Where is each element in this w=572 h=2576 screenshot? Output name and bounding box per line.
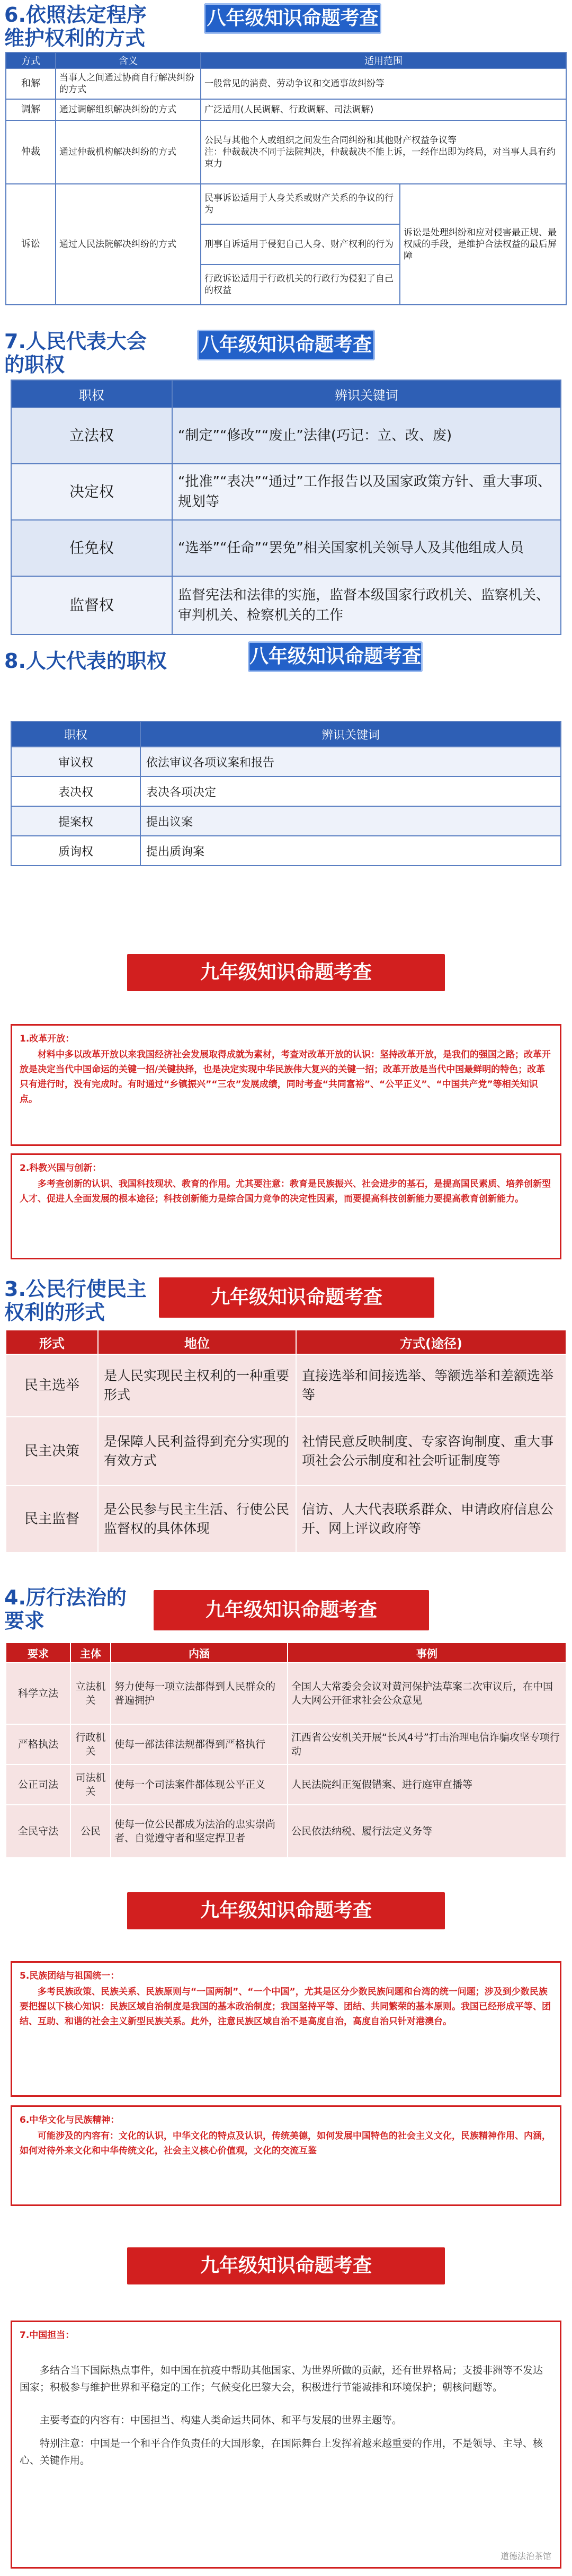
header-cell: 方式 <box>6 52 56 68</box>
title-line: 7.人民代表大会 <box>4 330 147 353</box>
meaning-cell: 使每一位公民都成为法治的忠实崇尚者、自觉遵守者和坚定捍卫者 <box>111 1805 288 1858</box>
method-cell: 社情民意反映制度、专家咨询制度、重大事项社会公示制度和社会听证制度等 <box>296 1417 566 1486</box>
section-6-title <box>4 3 147 50</box>
note-label: 6.中华文化与民族精神： <box>20 2115 120 2125</box>
section-badge: 八年级知识命题考查 <box>197 330 375 360</box>
form-cell: 民主监督 <box>6 1486 98 1552</box>
example-cell: 江西省公安机关开展“长风4号”打击治理电信诈骗攻坚专项行动 <box>288 1724 566 1765</box>
scope-cell: 广泛适用(人民调解、行政调解、司法调解) <box>201 99 566 120</box>
section-8-title: 8.人大代表的职权 <box>4 649 167 673</box>
header-cell: 事例 <box>288 1643 566 1663</box>
power-cell: 提案权 <box>11 806 140 836</box>
header-cell: 职权 <box>11 721 140 747</box>
status-cell: 是人民实现民主权利的一种重要形式 <box>98 1354 296 1417</box>
section-3-title <box>4 1277 147 1324</box>
unity-note-box <box>11 1961 561 2097</box>
requirement-cell: 全民守法 <box>6 1805 70 1858</box>
keyword-cell: “制定”“修改”“废止”法律(巧记：立、改、废) <box>172 408 561 464</box>
meaning-cell: 通过人民法院解决纠纷的方式 <box>56 184 201 305</box>
section-4-title <box>4 1586 127 1633</box>
power-cell: 立法权 <box>11 408 172 464</box>
header-cell: 主体 <box>70 1643 111 1663</box>
power-cell: 决定权 <box>11 464 172 520</box>
title-line: 4.厉行法治的 <box>4 1586 127 1609</box>
header-cell: 要求 <box>6 1643 70 1663</box>
note-text: 多考查创新的认识、我国科技现状、教育的作用。尤其要注意：教育是民族振兴、社会进步的基石，是提高国民素质、培养创新型人才、促进人全面发展的根本途径；科技创新能力是综合国力竞争的决定性因素，而要提高科技创新能力要提高教育创新能力。 <box>20 1179 551 1204</box>
note-label: 1.改革开放： <box>20 1034 75 1044</box>
note-text: 特别注意：中国是一个和平合作负责任的大国形象，在国际舞台上发挥着越来越重要的作用，不是领导、主导、核心、关键作用。 <box>20 2438 543 2466</box>
scope-cell: 公民与其他个人或组织之间发生合同纠纷和其他财产权益争议等 注：仲裁裁决不同于法院判决，仲裁裁决不能上诉，一经作出即为终局，对当事人具有约束力 <box>201 120 566 184</box>
democratic-rights-table <box>5 1329 567 1553</box>
power-cell: 监督权 <box>11 576 172 634</box>
npc-powers-table <box>11 380 561 635</box>
subject-cell: 行政机关 <box>70 1724 111 1765</box>
dispute-methods-table <box>5 52 567 305</box>
note-label: 5.民族团结与祖国统一： <box>20 1971 120 1981</box>
status-cell: 是保障人民利益得到充分实现的有效方式 <box>98 1417 296 1486</box>
header-cell: 地位 <box>98 1330 296 1354</box>
method-cell: 信访、人大代表联系群众、申请政府信息公开、网上评议政府等 <box>296 1486 566 1552</box>
note-text: 多考民族政策、民族关系、民族原则与“一国两制”、“一个中国”，尤其是区分少数民族问题和台湾的统一问题；涉及到少数民族要把握以下核心知识：民族区域自治制度是我国的基本政治制度；我国坚持平等、团结、共同繁荣的基本原则。我国已经形成平等、团结、互助、和谐的社会主义新型民族关系。此外，注意民族区域自治不是高度自治，高度自治只针对港澳台。 <box>20 1987 551 2027</box>
watermark: 道德法治茶馆 <box>500 2551 551 2561</box>
china-role-note-box <box>11 2321 561 2569</box>
title-line: 6.依照法定程序 <box>4 3 147 27</box>
header-cell: 内涵 <box>111 1643 288 1663</box>
header-cell: 适用范围 <box>201 52 566 68</box>
scope-cell: 刑事自诉适用于侵犯自己人身、财产权利的行为 <box>201 224 400 264</box>
science-note-box <box>11 1153 561 1259</box>
keyword-cell: “选举”“任命”“罢免”相关国家机关领导人及其他组成人员 <box>172 520 561 576</box>
form-cell: 民主选举 <box>6 1354 98 1417</box>
requirement-cell: 科学立法 <box>6 1663 70 1724</box>
deputy-powers-table <box>11 721 561 866</box>
section-badge: 八年级知识命题考查 <box>204 3 381 34</box>
power-cell: 质询权 <box>11 836 140 866</box>
method-cell: 仲裁 <box>6 120 56 184</box>
title-line: 3.公民行使民主 <box>4 1277 147 1301</box>
grade9-badge: 九年级知识命题考查 <box>127 2247 445 2284</box>
form-cell: 民主决策 <box>6 1417 98 1486</box>
meaning-cell: 使每一部法律法规都得到严格执行 <box>111 1724 288 1765</box>
power-cell: 审议权 <box>11 747 140 777</box>
keyword-cell: 提出议案 <box>140 806 561 836</box>
header-cell: 含义 <box>56 52 201 68</box>
header-cell: 辨识关键词 <box>172 380 561 408</box>
requirement-cell: 严格执法 <box>6 1724 70 1765</box>
rule-of-law-table <box>5 1642 567 1858</box>
meaning-cell: 使每一个司法案件都体现公平正义 <box>111 1765 288 1805</box>
keyword-cell: 表决各项决定 <box>140 777 561 806</box>
title-line: 要求 <box>4 1609 45 1633</box>
title-line: 的职权 <box>4 353 65 376</box>
header-cell: 辨识关键词 <box>140 721 561 747</box>
requirement-cell: 公正司法 <box>6 1765 70 1805</box>
note-text: 主要考查的内容有：中国担当、构建人类命运共同体、和平与发展的世界主题等。 <box>40 2414 403 2426</box>
grade9-badge: 九年级知识命题考查 <box>159 1277 434 1318</box>
meaning-cell: 通过调解组织解决纠纷的方式 <box>56 99 201 120</box>
keyword-cell: “批准”“表决”“通过”工作报告以及国家政策方针、重大事项、规划等 <box>172 464 561 520</box>
section-badge: 八年级知识命题考查 <box>248 641 423 672</box>
meaning-cell: 努力使每一项立法都得到人民群众的普遍拥护 <box>111 1663 288 1724</box>
meaning-cell: 通过仲裁机构解决纠纷的方式 <box>56 120 201 184</box>
example-cell: 公民依法纳税、履行法定义务等 <box>288 1805 566 1858</box>
example-cell: 全国人大常委会会议对黄河保护法草案二次审议后，在中国人大网公开征求社会公众意见 <box>288 1663 566 1724</box>
subject-cell: 司法机关 <box>70 1765 111 1805</box>
power-cell: 表决权 <box>11 777 140 806</box>
scope-cell: 行政诉讼适用于行政机关的行政行为侵犯了自己的权益 <box>201 264 400 305</box>
subject-cell: 公民 <box>70 1805 111 1858</box>
section-7-title <box>4 330 147 376</box>
meaning-cell: 当事人之间通过协商自行解决纠纷的方式 <box>56 68 201 99</box>
keyword-cell: 提出质询案 <box>140 836 561 866</box>
title-line: 权利的形式 <box>4 1301 105 1324</box>
grade9-badge: 九年级知识命题考查 <box>154 1590 429 1630</box>
note-label: 7.中国担当： <box>20 2330 75 2341</box>
note-text: 材料中多以改革开放以来我国经济社会发展取得成就为素材，考查对改革开放的认识：坚持改革开放，是我们的强国之路；改革开放是决定当代中国命运的关键一招/关键抉择，也是决定实现中华民族伟大复兴的关键一招；改革开放是当代中国最鲜明的特色；改革只有进行时，没有完成时。有时通过“乡镇振兴”“三农”发展成绩，同时考查“共同富裕”、“公平正义”、“中国共产党”等相关知识点。 <box>20 1049 551 1105</box>
keyword-cell: 监督宪法和法律的实施，监督本级国家行政机关、监察机关、审判机关、检察机关的工作 <box>172 576 561 634</box>
scope-cell: 民事诉讼适用于人身关系或财产关系的争议的行为 <box>201 184 400 224</box>
power-cell: 任免权 <box>11 520 172 576</box>
scope-cell: 一般常见的消费、劳动争议和交通事故纠纷等 <box>201 68 566 99</box>
subject-cell: 立法机关 <box>70 1663 111 1724</box>
method-cell: 调解 <box>6 99 56 120</box>
culture-note-box <box>11 2105 561 2206</box>
note-text: 多结合当下国际热点事件，如中国在抗疫中帮助其他国家、为世界所做的贡献，还有世界格局；支援非洲等不发达国家；积极参与维护世界和平稳定的工作；气候变化巴黎大会，积极进行节能减排和环境保护；朝核问题等。 <box>20 2365 543 2393</box>
example-cell: 人民法院纠正冤假错案、进行庭审直播等 <box>288 1765 566 1805</box>
method-cell: 和解 <box>6 68 56 99</box>
status-cell: 是公民参与民主生活、行使公民监督权的具体体现 <box>98 1486 296 1552</box>
grade9-badge: 九年级知识命题考查 <box>127 1892 445 1929</box>
reform-note-box <box>11 1024 561 1146</box>
scope-note-cell: 诉讼是处理纠纷和应对侵害最正规、最权威的手段，是维护合法权益的最后屏障 <box>400 184 566 305</box>
header-cell: 职权 <box>11 380 172 408</box>
grade9-badge: 九年级知识命题考查 <box>127 954 445 991</box>
keyword-cell: 依法审议各项议案和报告 <box>140 747 561 777</box>
header-cell: 方式(途径) <box>296 1330 566 1354</box>
note-text: 可能涉及的内容有：文化的认识，中华文化的特点及认识，传统美德，如何发展中国特色的社会主义文化，民族精神作用、内涵，如何对待外来文化和中华传统文化，社会主义核心价值观，文化的交流互鉴 <box>20 2131 551 2156</box>
method-cell: 诉讼 <box>6 184 56 305</box>
note-label: 2.科教兴国与创新： <box>20 1163 102 1174</box>
header-cell: 形式 <box>6 1330 98 1354</box>
title-line: 维护权利的方式 <box>4 27 146 50</box>
method-cell: 直接选举和间接选举、等额选举和差额选举等 <box>296 1354 566 1417</box>
